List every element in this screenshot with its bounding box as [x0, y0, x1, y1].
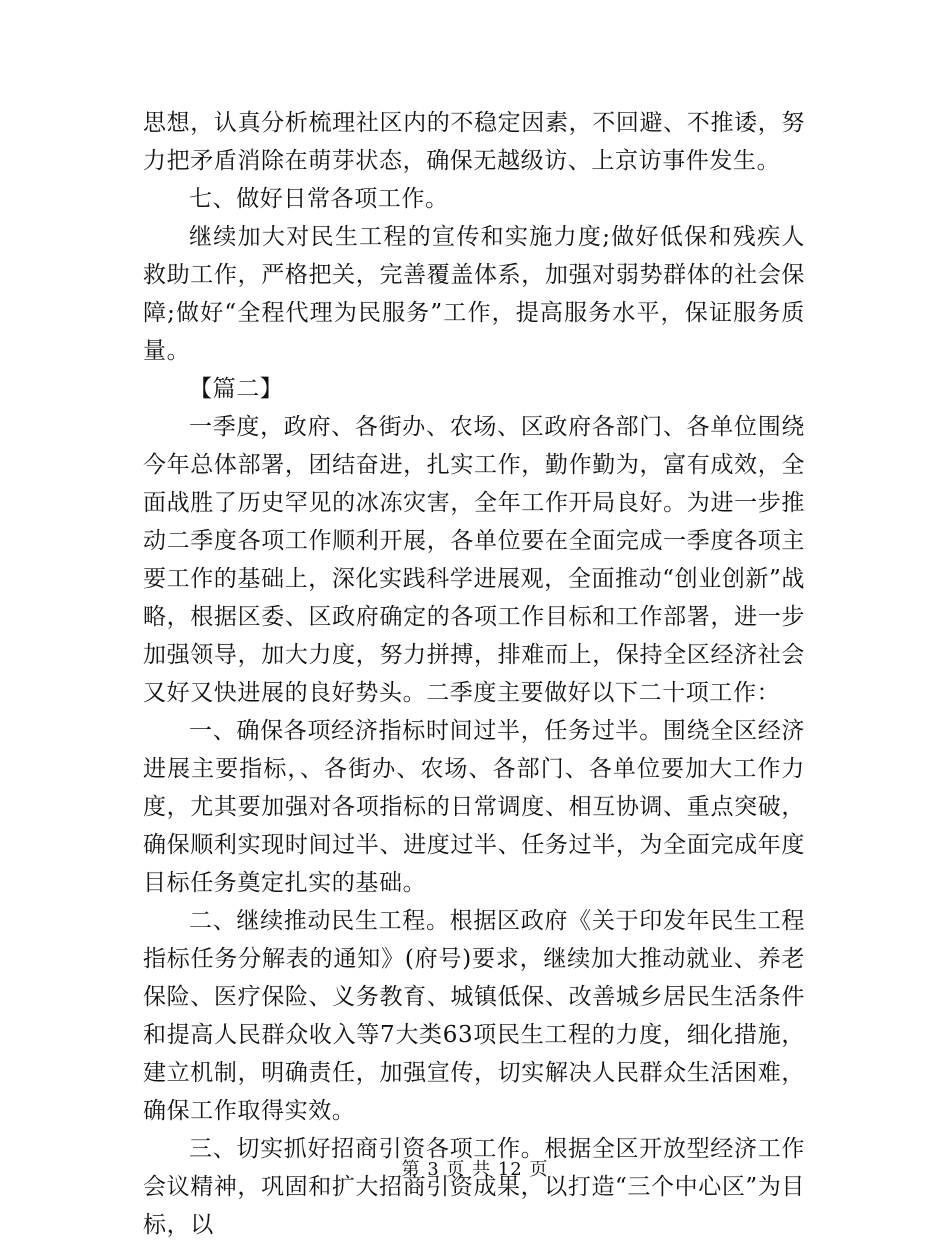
paragraph-item-one: 一、确保各项经济指标时间过半，任务过半。围绕全区经济进展主要指标，、各街办、农场、各部门、各单位要加大工作力度，尤其要加强对各项指标的日常调度、相互协调、重点突破，确保顺利实现时间过半、进度过半、任务过半，为全面完成年度目标任务奠定扎实的基础。 [143, 718, 805, 896]
chapter-heading-part-two: 【篇二】 [189, 376, 284, 402]
paragraph-item-three: 三、切实抓好招商引资各项工作。根据全区开放型经济工作会议精神，巩固和扩大招商引资成果，以打造“三个中心区”为目标，以 [143, 1136, 805, 1238]
document-body [143, 104, 805, 1244]
page-number-footer: 第 3 页 共 12 页 [401, 1159, 549, 1180]
paragraph-continuation: 思想，认真分析梳理社区内的不稳定因素，不回避、不推诿，努力把矛盾消除在萌芽状态，确保无越级访、上京访事件发生。 [143, 110, 805, 174]
paragraph-item-two: 二、继续推动民生工程。根据区政府《关于印发年民生工程指标任务分解表的通知》(府号)要求，继续加大推动就业、养老保险、医疗保险、义务教育、城镇低保、改善城乡居民生活条件和提高人民群众收入等7大类63项民生工程的力度，细化措施，建立机制，明确责任，加强宣传，切实解决人民群众生活困难，确保工作取得实效。 [143, 908, 805, 1124]
section-heading-seven: 七、做好日常各项工作。 [189, 186, 449, 212]
paragraph-daily-work: 继续加大对民生工程的宣传和实施力度;做好低保和残疾人救助工作，严格把关，完善覆盖体系，加强对弱势群体的社会保障;做好“全程代理为民服务”工作，提高服务水平，保证服务质量。 [143, 224, 805, 364]
paragraph-first-quarter: 一季度，政府、各街办、农场、区政府各部门、各单位围绕今年总体部署，团结奋进，扎实工作，勤作勤为，富有成效，全面战胜了历史罕见的冰冻灾害，全年工作开局良好。为进一步推动二季度各项工作顺利开展，各单位要在全面完成一季度各项主要工作的基础上，深化实践科学进展观，全面推动“创业创新”战略，根据区委、区政府确定的各项工作目标和工作部署，进一步加强领导，加大力度，努力拼搏，排难而上，保持全区经济社会又好又快进展的良好势头。二季度主要做好以下二十项工作： [143, 414, 805, 706]
